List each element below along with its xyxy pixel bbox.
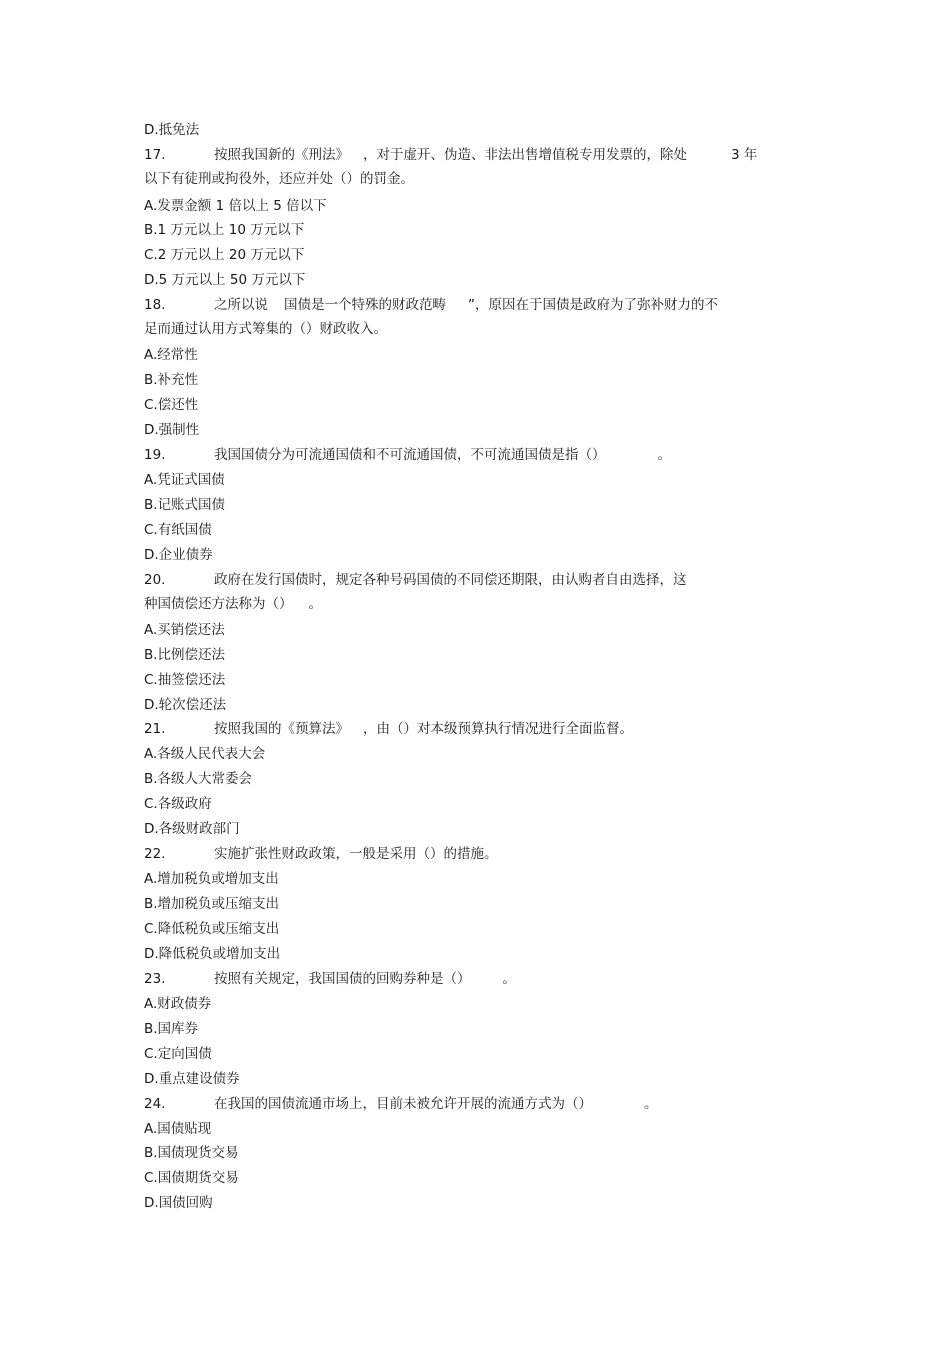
question-number: 24. bbox=[144, 1096, 166, 1112]
option-a: A.经常性 bbox=[144, 347, 198, 363]
question-number: 22. bbox=[144, 846, 166, 862]
question-text-line2 bbox=[144, 595, 322, 613]
option-b: B.增加税负或压缩支出 bbox=[144, 896, 280, 912]
option-d: D.降低税负或增加支出 bbox=[144, 946, 281, 962]
question-21 bbox=[144, 720, 633, 738]
question-19 bbox=[144, 446, 671, 464]
question-text: 。 bbox=[502, 971, 516, 987]
question-text: 国债是一个特殊的财政范畴 bbox=[284, 297, 446, 313]
option-a: A.国债贴现 bbox=[144, 1121, 212, 1137]
question-text: ，由（）对本级预算执行情况进行全面监督。 bbox=[363, 721, 633, 737]
question-text: 种国债偿还方法称为（） bbox=[144, 596, 293, 612]
option-c: C.抽签偿还法 bbox=[144, 672, 226, 688]
option-d: D.强制性 bbox=[144, 422, 200, 438]
option-c: C.各级政府 bbox=[144, 796, 212, 812]
question-17 bbox=[144, 146, 757, 164]
question-text: 按照我国新的《刑法》 bbox=[214, 147, 349, 163]
question-number: 17. bbox=[144, 147, 166, 163]
option-d: D.轮次偿还法 bbox=[144, 697, 227, 713]
option-c: C.偿还性 bbox=[144, 397, 199, 413]
question-text-line2: 足而通过认用方式筹集的（）财政收入。 bbox=[144, 321, 387, 337]
option-b: B.补充性 bbox=[144, 372, 199, 388]
question-number: 23. bbox=[144, 971, 166, 987]
option-c: C.国债期货交易 bbox=[144, 1170, 239, 1186]
question-18 bbox=[144, 296, 718, 314]
option-d: D.各级财政部门 bbox=[144, 821, 240, 837]
question-text: ”，原因在于国债是政府为了弥补财力的不 bbox=[468, 297, 718, 313]
option-a: A.财政债券 bbox=[144, 996, 212, 1012]
option-a: A.增加税负或增加支出 bbox=[144, 871, 279, 887]
option-text: D.抵免法 bbox=[144, 122, 200, 138]
question-23 bbox=[144, 970, 516, 988]
question-24 bbox=[144, 1095, 658, 1113]
option-a: A.买销偿还法 bbox=[144, 622, 225, 638]
option-c: C.有纸国债 bbox=[144, 522, 212, 538]
option-a: A.凭证式国债 bbox=[144, 472, 225, 488]
question-text: 在我国的国债流通市场上，目前未被允许开展的流通方式为（） bbox=[214, 1096, 592, 1112]
question-text: 。 bbox=[657, 447, 671, 463]
option-c: C.降低税负或压缩支出 bbox=[144, 921, 280, 937]
question-text-line2: 以下有徒刑或拘役外，还应并处（）的罚金。 bbox=[144, 171, 414, 187]
option-a: A.各级人民代表大会 bbox=[144, 746, 266, 762]
question-text: 按照有关规定，我国国债的回购券种是（） bbox=[214, 971, 471, 987]
question-22 bbox=[144, 845, 498, 863]
question-number: 19. bbox=[144, 447, 166, 463]
option-d: D.重点建设债券 bbox=[144, 1071, 240, 1087]
question-text: 按照我国的《预算法》 bbox=[214, 721, 349, 737]
question-number: 21. bbox=[144, 721, 166, 737]
question-text: 实施扩张性财政政策，一般是采用（）的措施。 bbox=[214, 846, 498, 862]
option-b: B.记账式国债 bbox=[144, 497, 226, 513]
option-b: B.比例偿还法 bbox=[144, 647, 226, 663]
option-d: D.国债回购 bbox=[144, 1195, 213, 1211]
question-text: 之所以说 bbox=[214, 297, 268, 313]
option-c: C.定向国债 bbox=[144, 1046, 212, 1062]
option-a: A.发票金额 1 倍以上 5 倍以下 bbox=[144, 198, 327, 214]
option-b: B.国债现货交易 bbox=[144, 1145, 239, 1161]
question-text: 3 年 bbox=[731, 147, 758, 163]
question-text: ，对于虚开、伪造、非法出售增值税专用发票的，除处 bbox=[363, 147, 687, 163]
question-number: 18. bbox=[144, 297, 166, 313]
option-c: C.2 万元以上 20 万元以下 bbox=[144, 247, 305, 263]
option-b: B.国库券 bbox=[144, 1021, 199, 1037]
question-text: 政府在发行国债时，规定各种号码国债的不同偿还期限，由认购者自由选择，这 bbox=[214, 572, 687, 588]
question-text: 我国国债分为可流通国债和不可流通国债，不可流通国债是指（） bbox=[214, 447, 606, 463]
option-b: B.各级人大常委会 bbox=[144, 771, 253, 787]
option-d: D.5 万元以上 50 万元以下 bbox=[144, 272, 306, 288]
question-20 bbox=[144, 571, 687, 589]
question-number: 20. bbox=[144, 572, 166, 588]
option-d: D.企业债券 bbox=[144, 547, 213, 563]
question-text: 。 bbox=[644, 1096, 658, 1112]
option-b: B.1 万元以上 10 万元以下 bbox=[144, 222, 305, 238]
question-text: 。 bbox=[308, 596, 322, 612]
